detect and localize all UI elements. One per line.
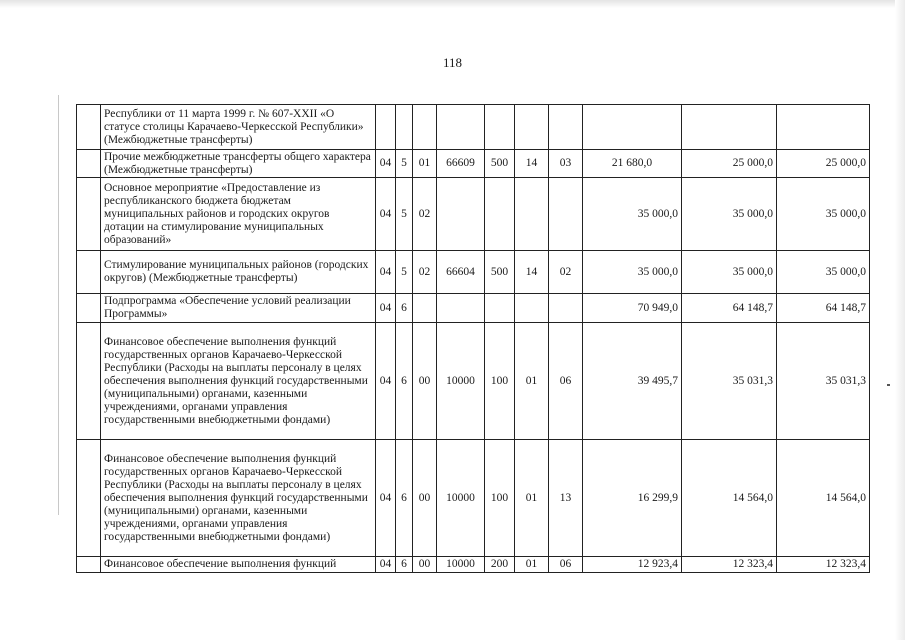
- amount-cell-1: 70 949,0: [583, 294, 682, 323]
- code-cell-7: 13: [549, 440, 583, 557]
- code-cell-7: 02: [549, 251, 583, 294]
- code-cell-3: 01: [413, 150, 437, 178]
- code-cell-6: 01: [515, 323, 549, 440]
- item-name-cell: Прочие межбюджетные трансферты общего характера (Межбюджетные трансферты): [101, 150, 376, 178]
- table-row: [77, 251, 870, 294]
- code-cell-3: 00: [413, 440, 437, 557]
- code-cell-4: 66609: [437, 150, 485, 178]
- amount-cell-2: 12 323,4: [682, 557, 777, 573]
- table-row: [77, 178, 870, 251]
- blank-cell: [77, 251, 101, 294]
- amount-cell-1: 35 000,0: [583, 251, 682, 294]
- amount-cell-2: 25 000,0: [682, 150, 777, 178]
- code-cell-6: [515, 178, 549, 251]
- scan-line-left: [58, 95, 59, 515]
- code-cell-4: [437, 105, 485, 150]
- item-name-cell: Подпрограмма «Обеспечение условий реализации Программы»: [101, 294, 376, 323]
- item-name-cell: Финансовое обеспечение выполнения функций государственных органов Карачаево-Черкесской Республики (Расходы на выплаты персоналу в целях обеспечения выполнения функций государственными (муниципальными) органами, казенными учреждениями, органами управления государственными внебюджетными фондами): [101, 440, 376, 557]
- code-cell-5: [485, 178, 515, 251]
- code-cell-5: 100: [485, 440, 515, 557]
- scan-edge-top: [0, 0, 905, 8]
- code-cell-1: [376, 105, 396, 150]
- code-cell-1: 04: [376, 323, 396, 440]
- amount-cell-2: 14 564,0: [682, 440, 777, 557]
- amount-cell-3: 12 323,4: [777, 557, 870, 573]
- table-row: [77, 105, 870, 150]
- code-cell-1: 04: [376, 557, 396, 573]
- item-name-cell: Основное мероприятие «Предоставление из республиканского бюджета бюджетам муниципальных районов и городских округов дотации на стимулирование муниципальных образований»: [101, 178, 376, 251]
- item-name-cell: Финансовое обеспечение выполнения функций государственных органов Карачаево-Черкесской Республики (Расходы на выплаты персоналу в целях обеспечения выполнения функций государственными (муниципальными) органами, казенными учреждениями, органами управления государственными внебюджетными фондами): [101, 323, 376, 440]
- code-cell-1: 04: [376, 440, 396, 557]
- code-cell-1: 04: [376, 251, 396, 294]
- table-row: [77, 440, 870, 557]
- code-cell-3: 00: [413, 557, 437, 573]
- code-cell-4: 10000: [437, 440, 485, 557]
- code-cell-2: 6: [396, 294, 413, 323]
- page-number: 118: [442, 55, 463, 70]
- code-cell-7: [549, 294, 583, 323]
- amount-cell-3: 35 000,0: [777, 251, 870, 294]
- code-cell-4: 10000: [437, 323, 485, 440]
- amount-cell-2: 64 148,7: [682, 294, 777, 323]
- code-cell-3: 00: [413, 323, 437, 440]
- amount-cell-3: 64 148,7: [777, 294, 870, 323]
- code-cell-6: 01: [515, 440, 549, 557]
- code-cell-7: 06: [549, 557, 583, 573]
- blank-cell: [77, 323, 101, 440]
- code-cell-6: [515, 294, 549, 323]
- code-cell-3: 02: [413, 251, 437, 294]
- code-cell-5: [485, 294, 515, 323]
- amount-cell-1: 39 495,7: [583, 323, 682, 440]
- blank-cell: [77, 150, 101, 178]
- code-cell-1: 04: [376, 294, 396, 323]
- amount-cell-2: [682, 105, 777, 150]
- code-cell-3: [413, 294, 437, 323]
- code-cell-5: 500: [485, 251, 515, 294]
- scan-speck: [887, 384, 890, 386]
- code-cell-3: 02: [413, 178, 437, 251]
- amount-cell-2: 35 000,0: [682, 178, 777, 251]
- amount-cell-2: 35 031,3: [682, 323, 777, 440]
- table-row: [77, 294, 870, 323]
- amount-cell-3: 35 000,0: [777, 178, 870, 251]
- amount-cell-2: 35 000,0: [682, 251, 777, 294]
- blank-cell: [77, 105, 101, 150]
- amount-cell-1: [583, 105, 682, 150]
- code-cell-2: 6: [396, 440, 413, 557]
- code-cell-1: 04: [376, 150, 396, 178]
- item-name-cell: Стимулирование муниципальных районов (городских округов) (Межбюджетные трансферты): [101, 251, 376, 294]
- table-body: [77, 105, 870, 573]
- amount-cell-3: 14 564,0: [777, 440, 870, 557]
- amount-cell-3: 25 000,0: [777, 150, 870, 178]
- blank-cell: [77, 440, 101, 557]
- budget-table: [76, 104, 870, 573]
- code-cell-7: [549, 105, 583, 150]
- code-cell-7: [549, 178, 583, 251]
- code-cell-4: 10000: [437, 557, 485, 573]
- amount-cell-1: 35 000,0: [583, 178, 682, 251]
- code-cell-5: 100: [485, 323, 515, 440]
- code-cell-2: 5: [396, 150, 413, 178]
- blank-cell: [77, 178, 101, 251]
- scan-edge-right: [895, 0, 905, 640]
- code-cell-6: [515, 105, 549, 150]
- code-cell-7: 03: [549, 150, 583, 178]
- amount-cell-3: 35 031,3: [777, 323, 870, 440]
- amount-cell-1: 21 680,0: [583, 150, 682, 178]
- blank-cell: [77, 294, 101, 323]
- code-cell-5: 200: [485, 557, 515, 573]
- code-cell-5: 500: [485, 150, 515, 178]
- code-cell-2: 5: [396, 178, 413, 251]
- amount-cell-1: 16 299,9: [583, 440, 682, 557]
- table-row: [77, 150, 870, 178]
- code-cell-4: 66604: [437, 251, 485, 294]
- item-name-cell: Республики от 11 марта 1999 г. № 607-XXII «О статусе столицы Карачаево-Черкесской Республики» (Межбюджетные трансферты): [101, 105, 376, 150]
- table-row: [77, 557, 870, 573]
- blank-cell: [77, 557, 101, 573]
- code-cell-2: 5: [396, 251, 413, 294]
- code-cell-4: [437, 294, 485, 323]
- code-cell-5: [485, 105, 515, 150]
- table-row: [77, 323, 870, 440]
- code-cell-2: 6: [396, 557, 413, 573]
- item-name-cell: Финансовое обеспечение выполнения функций: [101, 557, 376, 573]
- code-cell-6: 14: [515, 251, 549, 294]
- code-cell-6: 01: [515, 557, 549, 573]
- amount-cell-1: 12 923,4: [583, 557, 682, 573]
- code-cell-3: [413, 105, 437, 150]
- code-cell-2: [396, 105, 413, 150]
- code-cell-1: 04: [376, 178, 396, 251]
- code-cell-2: 6: [396, 323, 413, 440]
- code-cell-6: 14: [515, 150, 549, 178]
- code-cell-7: 06: [549, 323, 583, 440]
- code-cell-4: [437, 178, 485, 251]
- amount-cell-3: [777, 105, 870, 150]
